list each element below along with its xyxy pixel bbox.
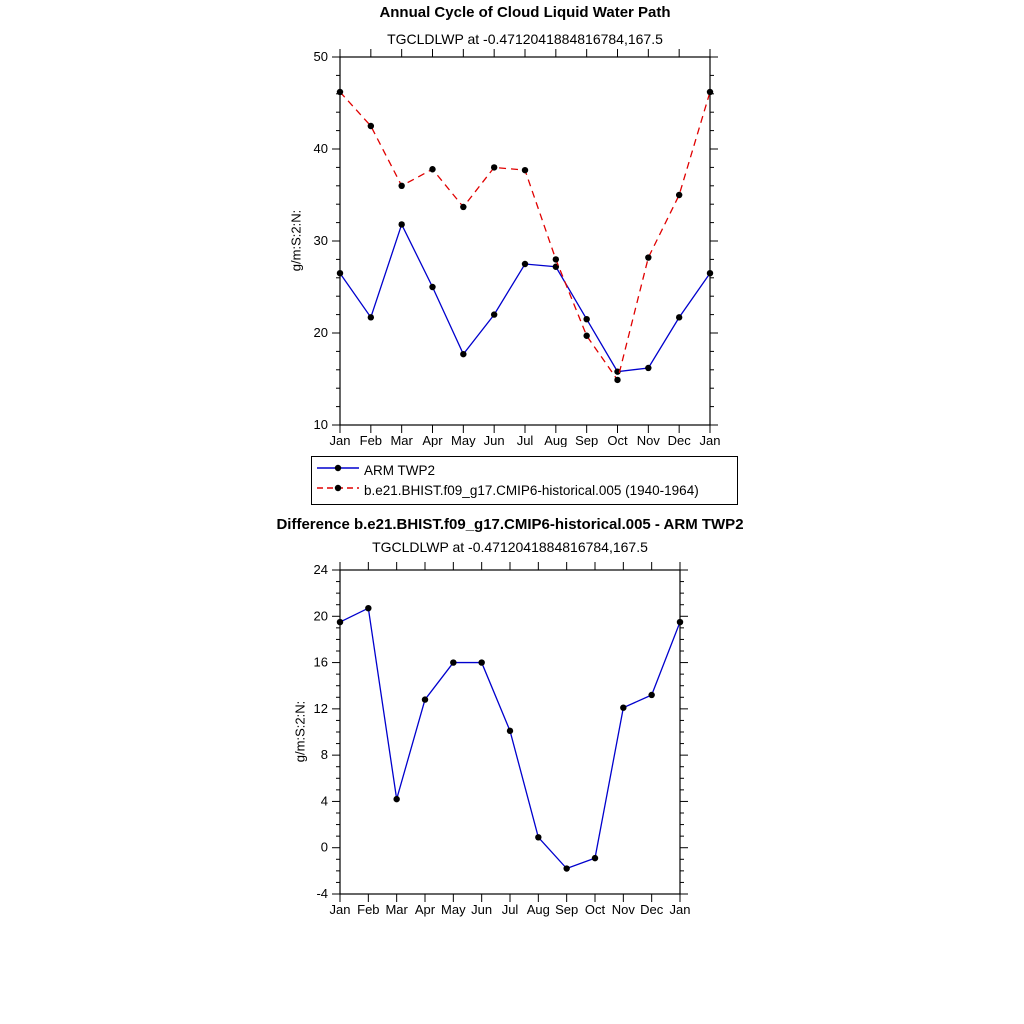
svg-text:Oct: Oct [584,902,606,917]
svg-text:Feb: Feb [359,433,383,447]
svg-text:Apr: Apr [414,902,436,917]
top-chart-subtitle: TGCLDLWP at -0.4712041884816784,167.5 [387,31,663,47]
svg-text:Apr: Apr [422,433,443,447]
annual-cycle-chart-svg [285,47,755,447]
svg-text:Dec: Dec [640,902,664,917]
svg-text:Jan: Jan [699,433,721,447]
legend-sample-svg [316,480,360,496]
svg-text:Nov: Nov [611,902,635,917]
legend-item-model [316,481,733,501]
svg-text:Aug: Aug [544,433,568,447]
svg-text:Sep: Sep [555,902,579,917]
svg-text:Jan: Jan [669,902,691,917]
legend-line-sample-model [316,480,360,501]
svg-text:16: 16 [313,654,328,670]
svg-text:Oct: Oct [607,433,628,447]
series-markers-0 [337,221,713,375]
svg-text:May: May [441,902,466,917]
bottom-chart-title: Difference b.e21.BHIST.f09_g17.CMIP6-historical.005 - ARM TWP2 [276,516,744,533]
svg-text:Sep: Sep [575,433,599,447]
series-line-0 [340,224,710,371]
svg-text:20: 20 [313,325,328,340]
svg-text:Mar: Mar [385,902,408,917]
svg-text:May: May [451,433,476,447]
series-markers-1 [337,89,713,383]
svg-text:0: 0 [320,839,328,855]
svg-text:Jan: Jan [329,433,351,447]
legend-sample-svg [316,460,360,476]
legend-item-arm-twp2 [316,460,733,480]
legend [311,456,738,505]
svg-text:4: 4 [320,793,328,809]
svg-text:Jun: Jun [483,433,505,447]
difference-chart [285,560,725,930]
legend-label: ARM TWP2 [364,462,436,478]
svg-text:Mar: Mar [390,433,413,447]
legend-label: b.e21.BHIST.f09_g17.CMIP6-historical.005 (1940-1964) [364,483,699,499]
svg-text:40: 40 [313,141,328,156]
svg-text:8: 8 [320,747,328,763]
svg-text:50: 50 [313,49,328,64]
svg-text:Feb: Feb [357,902,380,917]
svg-text:12: 12 [313,700,328,716]
svg-text:Dec: Dec [667,433,691,447]
svg-text:Jul: Jul [516,433,534,447]
svg-text:10: 10 [313,417,328,432]
axis-labels [314,562,691,917]
bottom-chart-ylabel: g/m:S:2:N: [292,700,308,763]
series-markers-0 [337,605,683,872]
svg-text:30: 30 [313,233,328,248]
bottom-chart-subtitle: TGCLDLWP at -0.4712041884816784,167.5 [372,539,648,555]
top-chart-ylabel: g/m:S:2:N: [288,209,304,272]
svg-text:20: 20 [313,608,328,624]
svg-text:Jun: Jun [471,902,493,917]
svg-text:Jul: Jul [501,902,519,917]
svg-text:Aug: Aug [526,902,550,917]
svg-text:24: 24 [313,562,328,577]
axis-labels [314,49,721,447]
legend-line-sample-arm-twp2 [316,460,360,481]
axis-ticks [332,49,718,433]
svg-text:Nov: Nov [636,433,660,447]
difference-chart-svg [285,560,725,925]
annual-cycle-chart [285,47,755,452]
series-line-0 [340,608,680,868]
svg-text:-4: -4 [316,886,328,901]
top-chart-title: Annual Cycle of Cloud Liquid Water Path [379,4,671,21]
series-line-1 [340,92,710,380]
svg-text:Jan: Jan [329,902,351,917]
